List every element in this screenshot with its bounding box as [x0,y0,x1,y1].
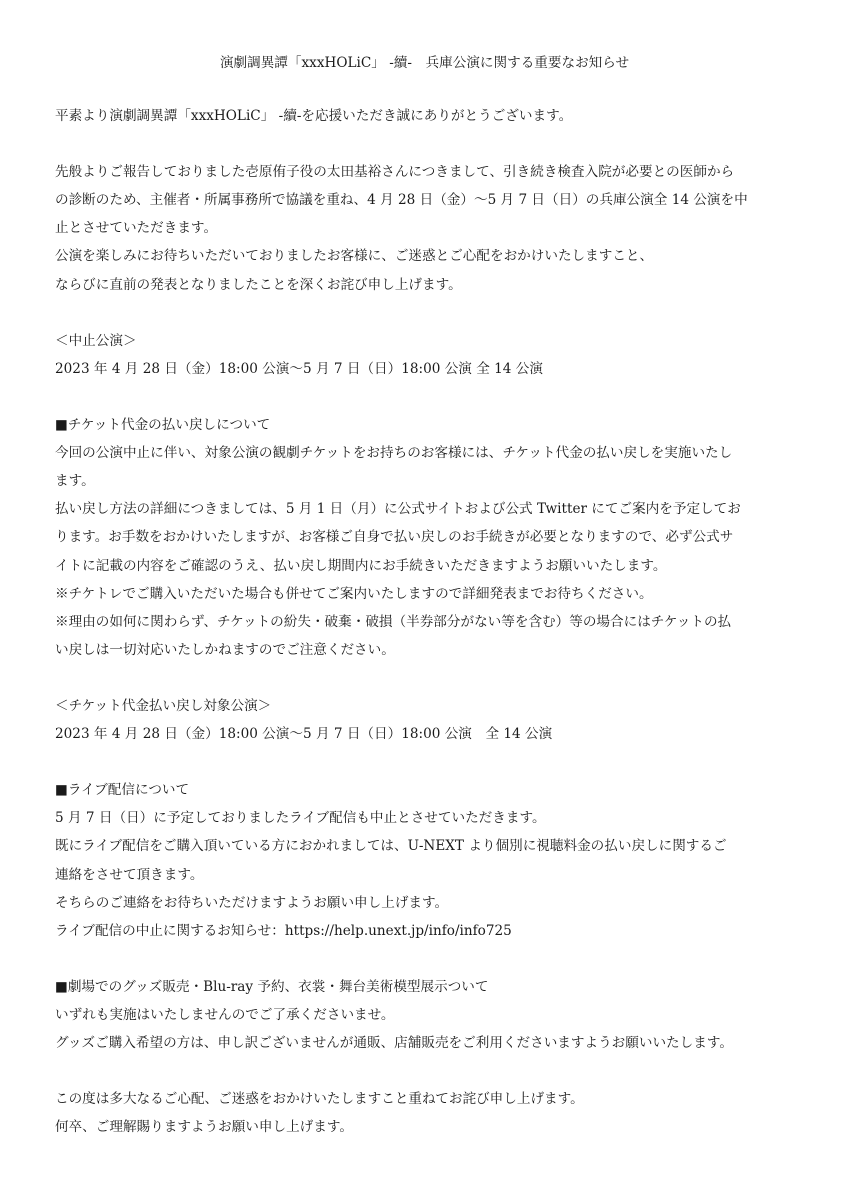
refund-line: イトに記載の内容をご確認のうえ、払い戻し期間内にお手続きいただきますようお願いいたします。 [55,557,667,574]
live-heading: ■ライブ配信について [55,782,190,799]
announcement-line: 止とさせていただきます。 [55,220,218,237]
refund-line: ※チケトレでご購入いただいた場合も併せてご案内いたしますので詳細発表までお待ちください。 [55,585,653,602]
refund-line: 払い戻し方法の詳細につきましては、5 月 1 日（月）に公式サイトおよび公式 Twitter にてご案内を予定してお [55,501,741,518]
announcement-line: 公演を楽しみにお待ちいただいておりましたお客様に、ご迷惑とご心配をおかけいたしますこと、 [55,248,654,265]
refund-target-dates: 2023 年 4 月 28 日（金）18:00 公演～5 月 7 日（日）18:00 公演 全 14 公演 [55,726,553,743]
live-section [55,776,805,945]
spacer [55,748,805,776]
refund-line: ます。 [55,473,95,490]
cancelled-heading: ＜中止公演＞ [55,332,137,349]
announcement-line: 先般よりご報告しておりました壱原侑子役の太田基裕さんにつきまして、引き続き検査入院が必要との医師から [55,164,735,181]
spacer [55,383,805,411]
refund-line: ※理由の如何に関わらず、チケットの紛失・破棄・破損（半券部分がない等を含む）等の場合にはチケットの払 [55,613,732,630]
spacer [55,664,805,692]
goods-heading: ■劇場でのグッズ販売・Blu-ray 予約、衣裳・舞台美術模型展示ついて [55,978,489,995]
refund-target-heading: ＜チケット代金払い戻し対象公演＞ [55,697,272,714]
cancelled-dates: 2023 年 4 月 28 日（金）18:00 公演～5 月 7 日（日）18:00 公演 全 14 公演 [55,360,543,377]
cancelled-section [55,327,805,383]
refund-target-section [55,692,805,748]
goods-section [55,973,805,1057]
intro-text: 平素より演劇調異譚「xxxHOLiC」 -續-を応援いただき誠にありがとうございます。 [55,108,573,124]
goods-line: いずれも実施はいたしませんのでご了承くださいませ。 [55,1007,395,1023]
notice-title: 演劇調異譚「xxxHOLiC」 -續- 兵庫公演に関する重要なお知らせ [219,55,630,71]
live-info-link: ライブ配信の中止に関するお知らせ：https://help.unext.jp/info/info725 [55,922,512,939]
live-line: 連絡をさせて頂きます。 [55,866,204,883]
refund-heading: ■チケット代金の払い戻しについて [55,417,271,434]
live-line: 既にライブ配信をご購入頂いている方におかれましては、U-NEXT より個別に視聴料金の払い戻しに関するご [55,838,727,855]
refund-line: 今回の公演中止に伴い、対象公演の観劇チケットをお持ちのお客様には、チケット代金の払い戻しを実施いたし [55,445,733,462]
live-line: 5 月 7 日（日）に予定しておりましたライブ配信も中止とさせていただきます。 [55,810,546,827]
closing-line: 何卒、ご理解賜りますようお願い申し上げます。 [55,1119,353,1136]
spacer [55,299,805,327]
notice-body [55,102,805,1141]
live-line: そちらのご連絡をお待ちいただけますようお願い申し上げます。 [55,894,449,911]
announcement-paragraph [55,158,805,298]
spacer [55,1057,805,1085]
announcement-line: の診断のため、主催者・所属事務所で協議を重ね、4 月 28 日（金）～5 月 7 日（日）の兵庫公演全 14 公演を中 [55,192,748,209]
announcement-line: ならびに直前の発表となりましたことを深くお詫び申し上げます。 [55,276,462,293]
refund-line: ります。お手数をおかけいたしますが、お客様ご自身で払い戻しのお手続きが必要となりますので、必ず公式サ [55,529,734,546]
refund-line: い戻しは一切対応いたしかねますのでご注意ください。 [55,641,395,658]
closing-section [55,1085,805,1141]
goods-line: グッズご購入希望の方は、申し訳ございませんが通販、店舗販売をご利用くださいますようお願いいたします。 [55,1035,733,1052]
spacer [55,130,805,158]
refund-section [55,411,805,664]
closing-line: この度は多大なるご心配、ご迷惑をおかけいたしますこと重ねてお詫び申し上げます。 [55,1091,584,1108]
spacer [55,945,805,973]
